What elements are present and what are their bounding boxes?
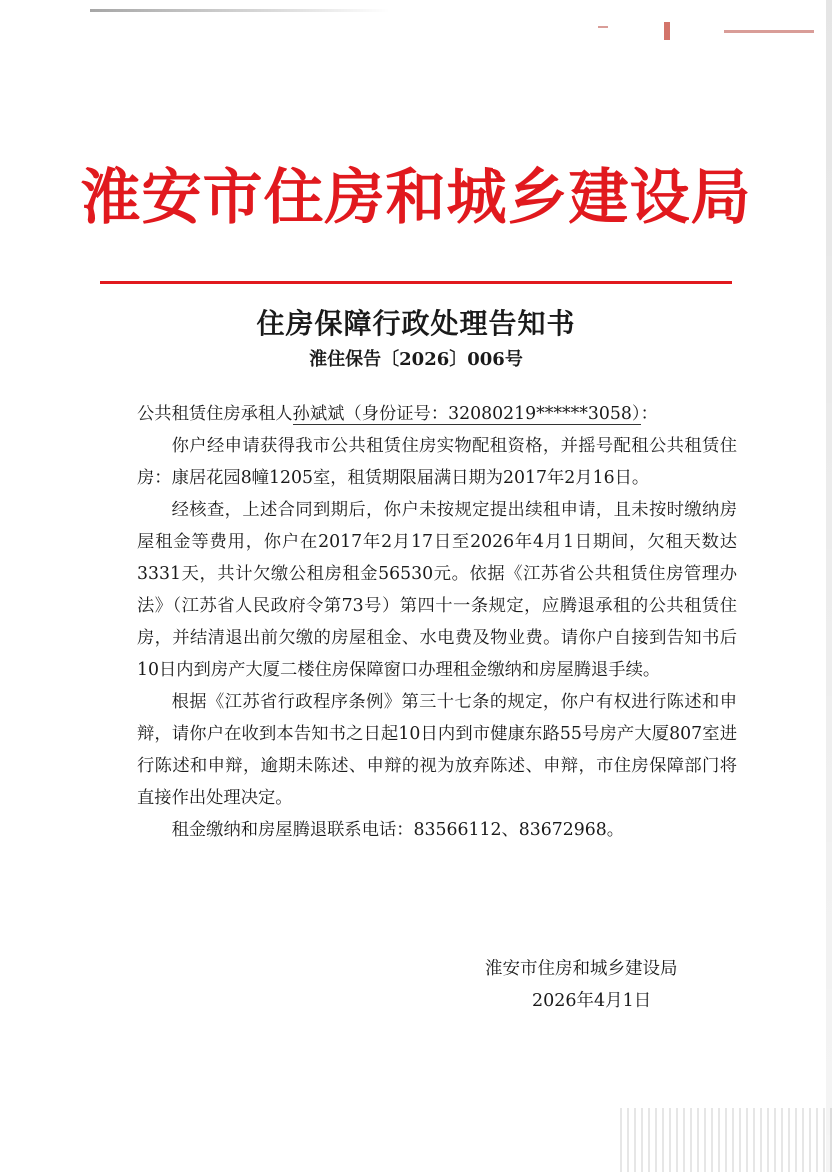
letterhead-title: 淮安市住房和城乡建设局	[80, 163, 752, 233]
document-body	[137, 398, 737, 846]
body-paragraph: 根据《江苏省行政程序条例》第三十七条的规定，你户有权进行陈述和申辩，请你户在收到本告知书之日起10日内到市健康东路55号房产大厦807室进行陈述和申辩，逾期未陈述、申辩的视为放弃陈述、申辩，市住房保障部门将直接作出处理决定。	[137, 692, 737, 808]
addressee-line	[137, 398, 737, 430]
addressee-id-open: （	[344, 404, 362, 424]
addressee-prefix: 公共租赁住房承租人	[137, 404, 293, 424]
addressee-id-label: 身份证号：	[361, 404, 449, 424]
scan-artifact-top	[90, 9, 390, 12]
scan-artifact-bottom	[620, 1108, 832, 1172]
addressee-name: 孙斌斌	[292, 404, 345, 424]
addressee-underlined	[293, 404, 641, 425]
body-paragraph: 租金缴纳和房屋腾退联系电话：83566112、83672968。	[171, 820, 625, 840]
body-paragraph: 经核查，上述合同到期后，你户未按规定提出续租申请，且未按时缴纳房屋租金等费用，你户在2017年2月17日至2026年4月1日期间，欠租天数达3331天，共计欠缴公租房租金56530元。依据《江苏省公共租赁住房管理办法》（江苏省人民政府令第73号）第四十一条规定，应腾退承租的公共租赁住房，并结清退出前欠缴的房屋租金、水电费及物业费。请你户自接到告知书后10日内到房产大厦二楼住房保障窗口办理租金缴纳和房屋腾退手续。	[137, 500, 737, 680]
document-number: 淮住保告〔2026〕006号	[309, 349, 523, 370]
scan-artifact-mark	[664, 22, 670, 40]
addressee-id-number: 32080219******3058	[448, 404, 632, 424]
addressee-id-close: ）	[631, 404, 641, 424]
document-title: 住房保障行政处理告知书	[256, 307, 576, 340]
letterhead-rule	[100, 281, 732, 284]
addressee-colon: ：	[640, 404, 658, 424]
scan-artifact-mark	[724, 30, 814, 33]
body-paragraph: 你户经申请获得我市公共租赁住房实物配租资格，并摇号配租公共租赁住房：康居花园8幢1205室，租赁期限届满日期为2017年2月16日。	[137, 436, 737, 488]
signature-date: 2026年4月1日	[532, 991, 652, 1011]
scan-artifact-mark	[598, 26, 608, 28]
signature-org: 淮安市住房和城乡建设局	[485, 959, 678, 979]
